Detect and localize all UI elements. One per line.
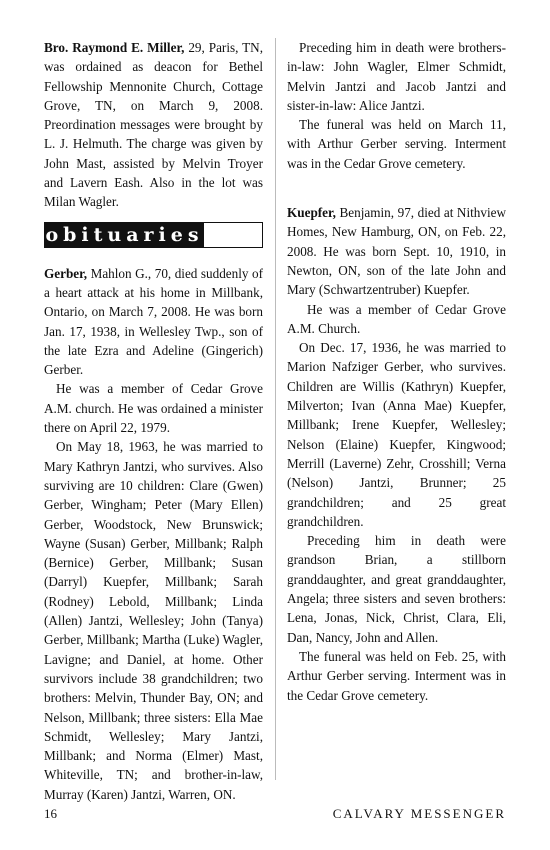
kuepfer-obituary-p1: [287, 203, 506, 299]
column-divider: [275, 38, 276, 780]
gerber-obituary-p1: [44, 264, 263, 380]
obituaries-heading: obituaries: [45, 223, 204, 246]
spacer: [287, 173, 506, 203]
gerber-obituary-p4: Preceding him in death were brothers-in-law: John Wagler, Elmer Schmidt, Melvin Jantzi and Jacob Jantzi and sister-in-law: Alice Jantzi.: [287, 40, 506, 113]
gerber-p1-text: Mahlon G., 70, died suddenly of a heart attack at his home in Millbank, Ontario, on March 7, 2008. He was born Jan. 17, 1938, in Wellesley Twp., son of the late Ezra and Adeline (Gingerich) Gerber.: [44, 265, 263, 378]
kuepfer-obituary-p4: Preceding him in death were grandson Brian, a stillborn granddaughter, and great granddaughter, Angela; three sisters and seven brothers: Lena, Jonas, Nick, Christ, Clara, Eli, Dan, Nancy, John and Allen.: [287, 533, 506, 645]
right-column: [287, 38, 506, 705]
page-number: 16: [44, 806, 57, 821]
gerber-obituary-p2: He was a member of Cedar Grove A.M. church. He was ordained a minister there on April 22, 1979.: [44, 381, 263, 436]
kuepfer-obituary-p3: On Dec. 17, 1936, he was married to Marion Nafziger Gerber, who survives. Children are Willis (Kathryn) Kuepfer, Milverton; Ivan (Anna Mae) Kuepfer, Millbank; Irene Kuepfer, Wellesley; Nelson (Elaine) Kuepfer, Kingwood; Merrill (Laverne) Zehr, Crosshill; Verna (Nelson) Jantzi, Brunner; 25 grandchildren; and 25 great grandchildren.: [287, 340, 506, 529]
banner-white-box: [204, 223, 262, 247]
kuepfer-p1-text: Benjamin, 97, died at Nithview Homes, New Hamburg, ON, on Feb. 22, 2008. He was born Sept. 10, 1910, in Newton, ON, son of the late John and Mary (Schwartzentruber) Kuepfer.: [287, 205, 506, 298]
ordination-name: Bro. Raymond E. Miller,: [44, 40, 185, 55]
gerber-obituary-p5: The funeral was held on March 11, with Arthur Gerber serving. Interment was in the Cedar Grove cemetery.: [287, 117, 506, 171]
ordination-notice: [44, 38, 263, 212]
kuepfer-obituary-p5: The funeral was held on Feb. 25, with Arthur Gerber serving. Interment was in the Cedar Grove cemetery.: [287, 648, 506, 703]
left-column: [44, 38, 263, 804]
page-footer: [44, 806, 506, 822]
kuepfer-name: Kuepfer,: [287, 205, 336, 221]
obituaries-banner: [44, 222, 263, 248]
ordination-text: 29, Paris, TN, was ordained as deacon for Bethel Fellowship Mennonite Church, Cottage Grove, TN, on March 9, 2008. Preordination messages were brought by L. J. Helmuth. The charge was given by John Mast, assisted by Melvin Troyer and Lavern Eash. Also in the lot was Milan Wagler.: [44, 40, 263, 210]
gerber-name: Gerber,: [44, 265, 88, 281]
kuepfer-obituary-p2: He was a member of Cedar Grove A.M. Church.: [287, 301, 506, 336]
publication-name: CALVARY MESSENGER: [332, 806, 506, 821]
gerber-obituary-p3: On May 18, 1963, he was married to Mary Kathryn Jantzi, who survives. Also surviving are 10 children: Clare (Gwen) Gerber, Wingham; Peter (Mary Ellen) Gerber, Woodstock, New Brunswick; Wayne (Susan) Gerber, Millbank; Ralph (Bernice) Gerber, Millbank; Susan (Darryl) Kuepfer, Millbank; Sarah (Rodney) Lebold, Millbank; Linda (Allen) Jantzi, Wellesley; John (Tanya) Gerber, Millbank; Martha (Luke) Wagler, Lavigne; and Daniel, at home. Other survivors include 38 grandchildren; two brothers: Melvin, Thunder Bay, ON; and Nelson, Millbank; three sisters: Ella Mae Schmidt, Wellesley; Mary Jantzi, Millbank; and Norma (Elmer) Mast, Whiteville, TN; and brother-in-law, Murray (Karen) Jantzi, Warren, ON.: [44, 439, 263, 802]
